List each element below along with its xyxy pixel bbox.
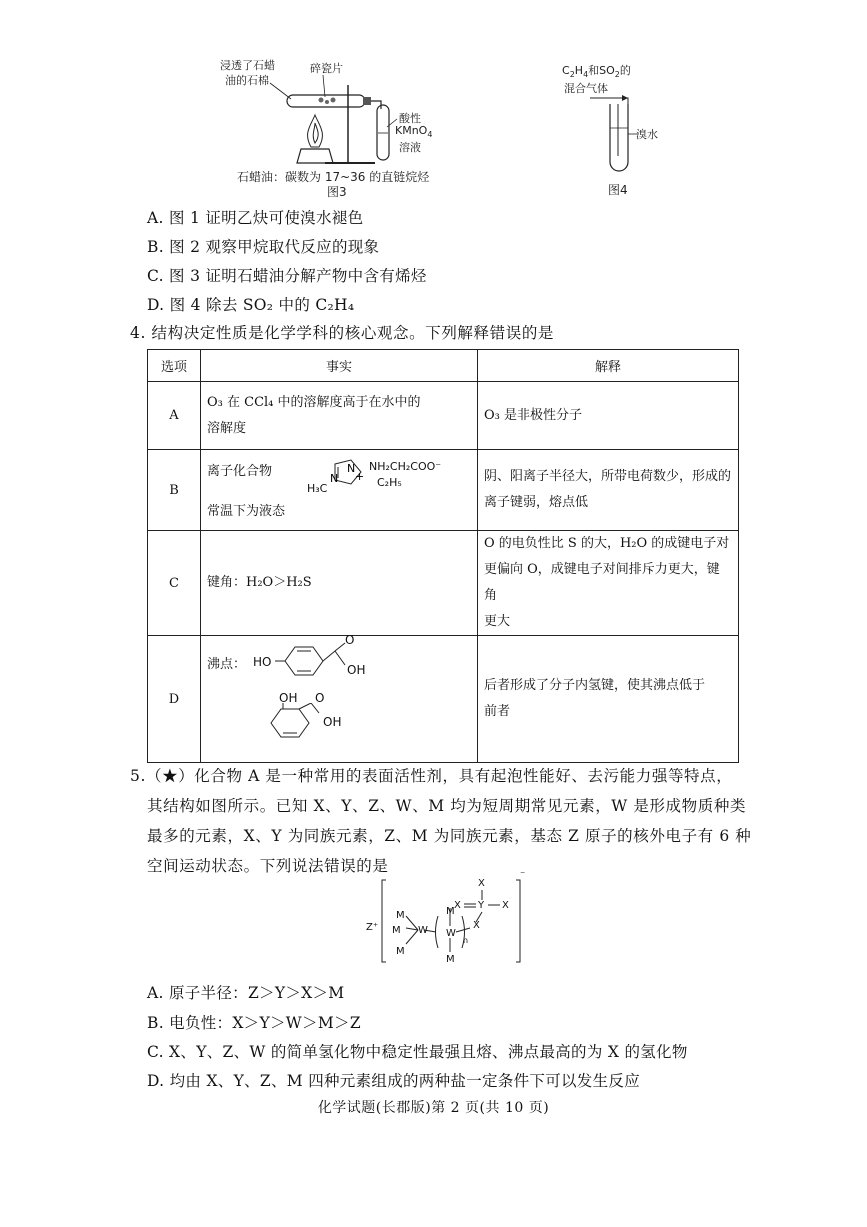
q4-row-b [148,450,739,531]
salicylic-acid-drawing [267,703,367,759]
q4-row-b-fact-prefix: 离子化合物 [207,464,273,479]
q5-structure-m5: M [446,954,455,965]
q4-row-c-explanation-line-2: 更偏向 O，成键电子对间排斥力更大，键角 [484,562,720,603]
fig4-gas-label-line2: 混合气体 [564,82,608,95]
q5-structure-m3: M [396,946,405,957]
q4-row-a-fact-line-1: O₃ 在 CCl₄ 中的溶解度高于在水中的 [207,394,421,410]
q4-row-b-nh-group: NH₂CH₂COO⁻ [369,460,442,473]
fig3-label-kmno4: KMnO$_4$ [395,124,433,140]
figure-3 [215,55,455,185]
q5-stem-line-3: 最多的元素，X、Y 为同族元素，Z、M 为同族元素，基态 Z 原子的核外电子有 6 种 [147,827,752,845]
q4-row-c-explanation [478,531,739,636]
fig4-gas-label: $C_2H_4$和$SO_2$的 [562,64,631,80]
q4-row-d-fact-prefix: 沸点： [207,657,247,672]
q5-option-c: C. X、Y、Z、W 的简单氢化物中稳定性最强且熔、沸点最高的为 X 的氢化物 [147,1043,688,1061]
q4-row-c-explanation-line-3: 更大 [484,614,511,629]
q5-structure-charge: ⁻ [520,870,526,881]
figure-4 [560,62,670,172]
q4-row-d-explanation-line-2: 前者 [484,704,511,719]
q3-option-d: D. 图 4 除去 SO₂ 中的 C₂H₄ [147,296,355,314]
q5-structure [360,870,530,970]
q5-structure-m2: M [392,925,401,936]
q4-row-b-fact-suffix: 常温下为液态 [207,504,286,519]
q4-row-b-explanation-line-1: 阴、阳离子半径大，所带电荷数少，形成的 [484,469,732,484]
imidazolium-ring-drawing [325,458,369,488]
svg-text:N: N [347,462,356,475]
svg-text:N: N [330,472,339,485]
q4-row-d-fact [201,633,478,763]
fig3-label-asbestos: 油的石棉 [225,74,269,87]
q5-structure-w2: W [446,928,456,939]
q5-structure-y: Y [478,900,485,911]
q4-table-header-row [148,350,739,382]
q5-option-b: B. 电负性：X＞Y＞W＞M＞Z [147,1014,361,1032]
fig3-note: 石蜡油：碳数为 17~36 的直链烷烃 [237,170,430,184]
fig3-label-porcelain: 碎瓷片 [310,62,343,75]
fig4-caption: 图4 [608,183,628,197]
q5-structure-x4: X [502,900,509,911]
q5-structure-x2: X [454,900,461,911]
q5-structure-n: n [463,936,469,945]
q4-row-a-explanation-line-1: O₃ 是非极性分子 [484,407,583,423]
q4-row-a-option: A [148,382,201,450]
q4-header-option: 选项 [148,350,201,382]
q4-table [147,349,739,763]
q5-structure-m4: M [446,906,455,917]
q5-structure-x3: X [478,878,485,889]
q4-row-c-option: C [148,531,201,636]
q5-structure-x1: X [473,920,480,931]
q4-row-b-fact [201,450,478,531]
q4-row-b-explanation-line-2: 离子键弱，熔点低 [484,495,589,510]
q5-stem-line-1: 5.（★）化合物 A 是一种常用的表面活性剂，具有起泡性能好、去污能力强等特点， [130,767,733,785]
q3-option-b: B. 图 2 观察甲烷取代反应的现象 [147,238,380,256]
q4-row-b-explanation [478,450,739,531]
fig3-label-soaked: 浸透了石蜡 [220,59,275,72]
q4-row-d-oh3: OH [323,715,342,729]
q4-row-d-explanation [478,636,739,763]
q4-header-fact: 事实 [201,350,478,382]
q4-stem: 4. 结构决定性质是化学学科的核心观念。下列解释错误的是 [130,324,555,342]
q4-row-c-fact [201,531,478,636]
q4-row-b-c2h5: C₂H₅ [377,476,402,489]
q4-row-d-oh2: OH [279,691,298,705]
fig3-caption: 图3 [327,185,347,199]
q5-structure-m1: M [396,910,405,921]
q4-row-c-fact-line-1: 键角：H₂O＞H₂S [207,575,312,590]
q5-structure-w1: W [418,925,428,936]
q5-option-d: D. 均由 X、Y、Z、M 四种元素组成的两种盐一定条件下可以发生反应 [147,1072,640,1090]
q3-option-c: C. 图 3 证明石蜡油分解产物中含有烯烃 [147,267,427,285]
q4-row-b-option: B [148,450,201,531]
q4-row-a-fact [201,382,478,450]
q5-structure-z: Z⁺ [366,922,379,933]
svg-text:+: + [355,470,365,483]
q4-row-b-ch3: H₃C [307,482,328,495]
fig3-label-acidic: 酸性 [399,112,421,125]
fig4-label-bromine-water: 溴水 [636,128,658,141]
q4-row-a [148,382,739,450]
fig3-label-solution: 溶液 [399,141,421,154]
q4-row-d [148,636,739,763]
q4-row-d-ho: HO [253,655,272,669]
q4-row-a-explanation [478,382,739,450]
q4-row-d-o-top2: O [315,691,325,705]
q4-row-d-o-top: O [345,633,355,647]
q4-row-a-fact-line-2: 溶解度 [207,420,247,436]
q3-option-a: A. 图 1 证明乙炔可使溴水褪色 [147,209,364,227]
q5-stem-line-4: 空间运动状态。下列说法错误的是 [147,857,389,875]
q4-row-c-explanation-line-1: O 的电负性比 S 的大，H₂O 的成键电子对 [484,536,730,551]
q4-row-d-explanation-line-1: 后者形成了分子内氢键，使其沸点低于 [484,678,706,693]
q4-row-d-option: D [148,636,201,763]
q4-row-c [148,531,739,636]
q5-option-a: A. 原子半径：Z＞Y＞X＞M [147,984,345,1002]
q4-header-explanation: 解释 [478,350,739,382]
page-footer: 化学试题(长郡版)第 2 页(共 10 页) [317,1100,550,1116]
q4-row-d-oh1: OH [347,663,366,677]
q5-stem-line-2: 其结构如图所示。已知 X、Y、Z、W、M 均为短周期常见元素，W 是形成物质种类 [147,797,747,815]
